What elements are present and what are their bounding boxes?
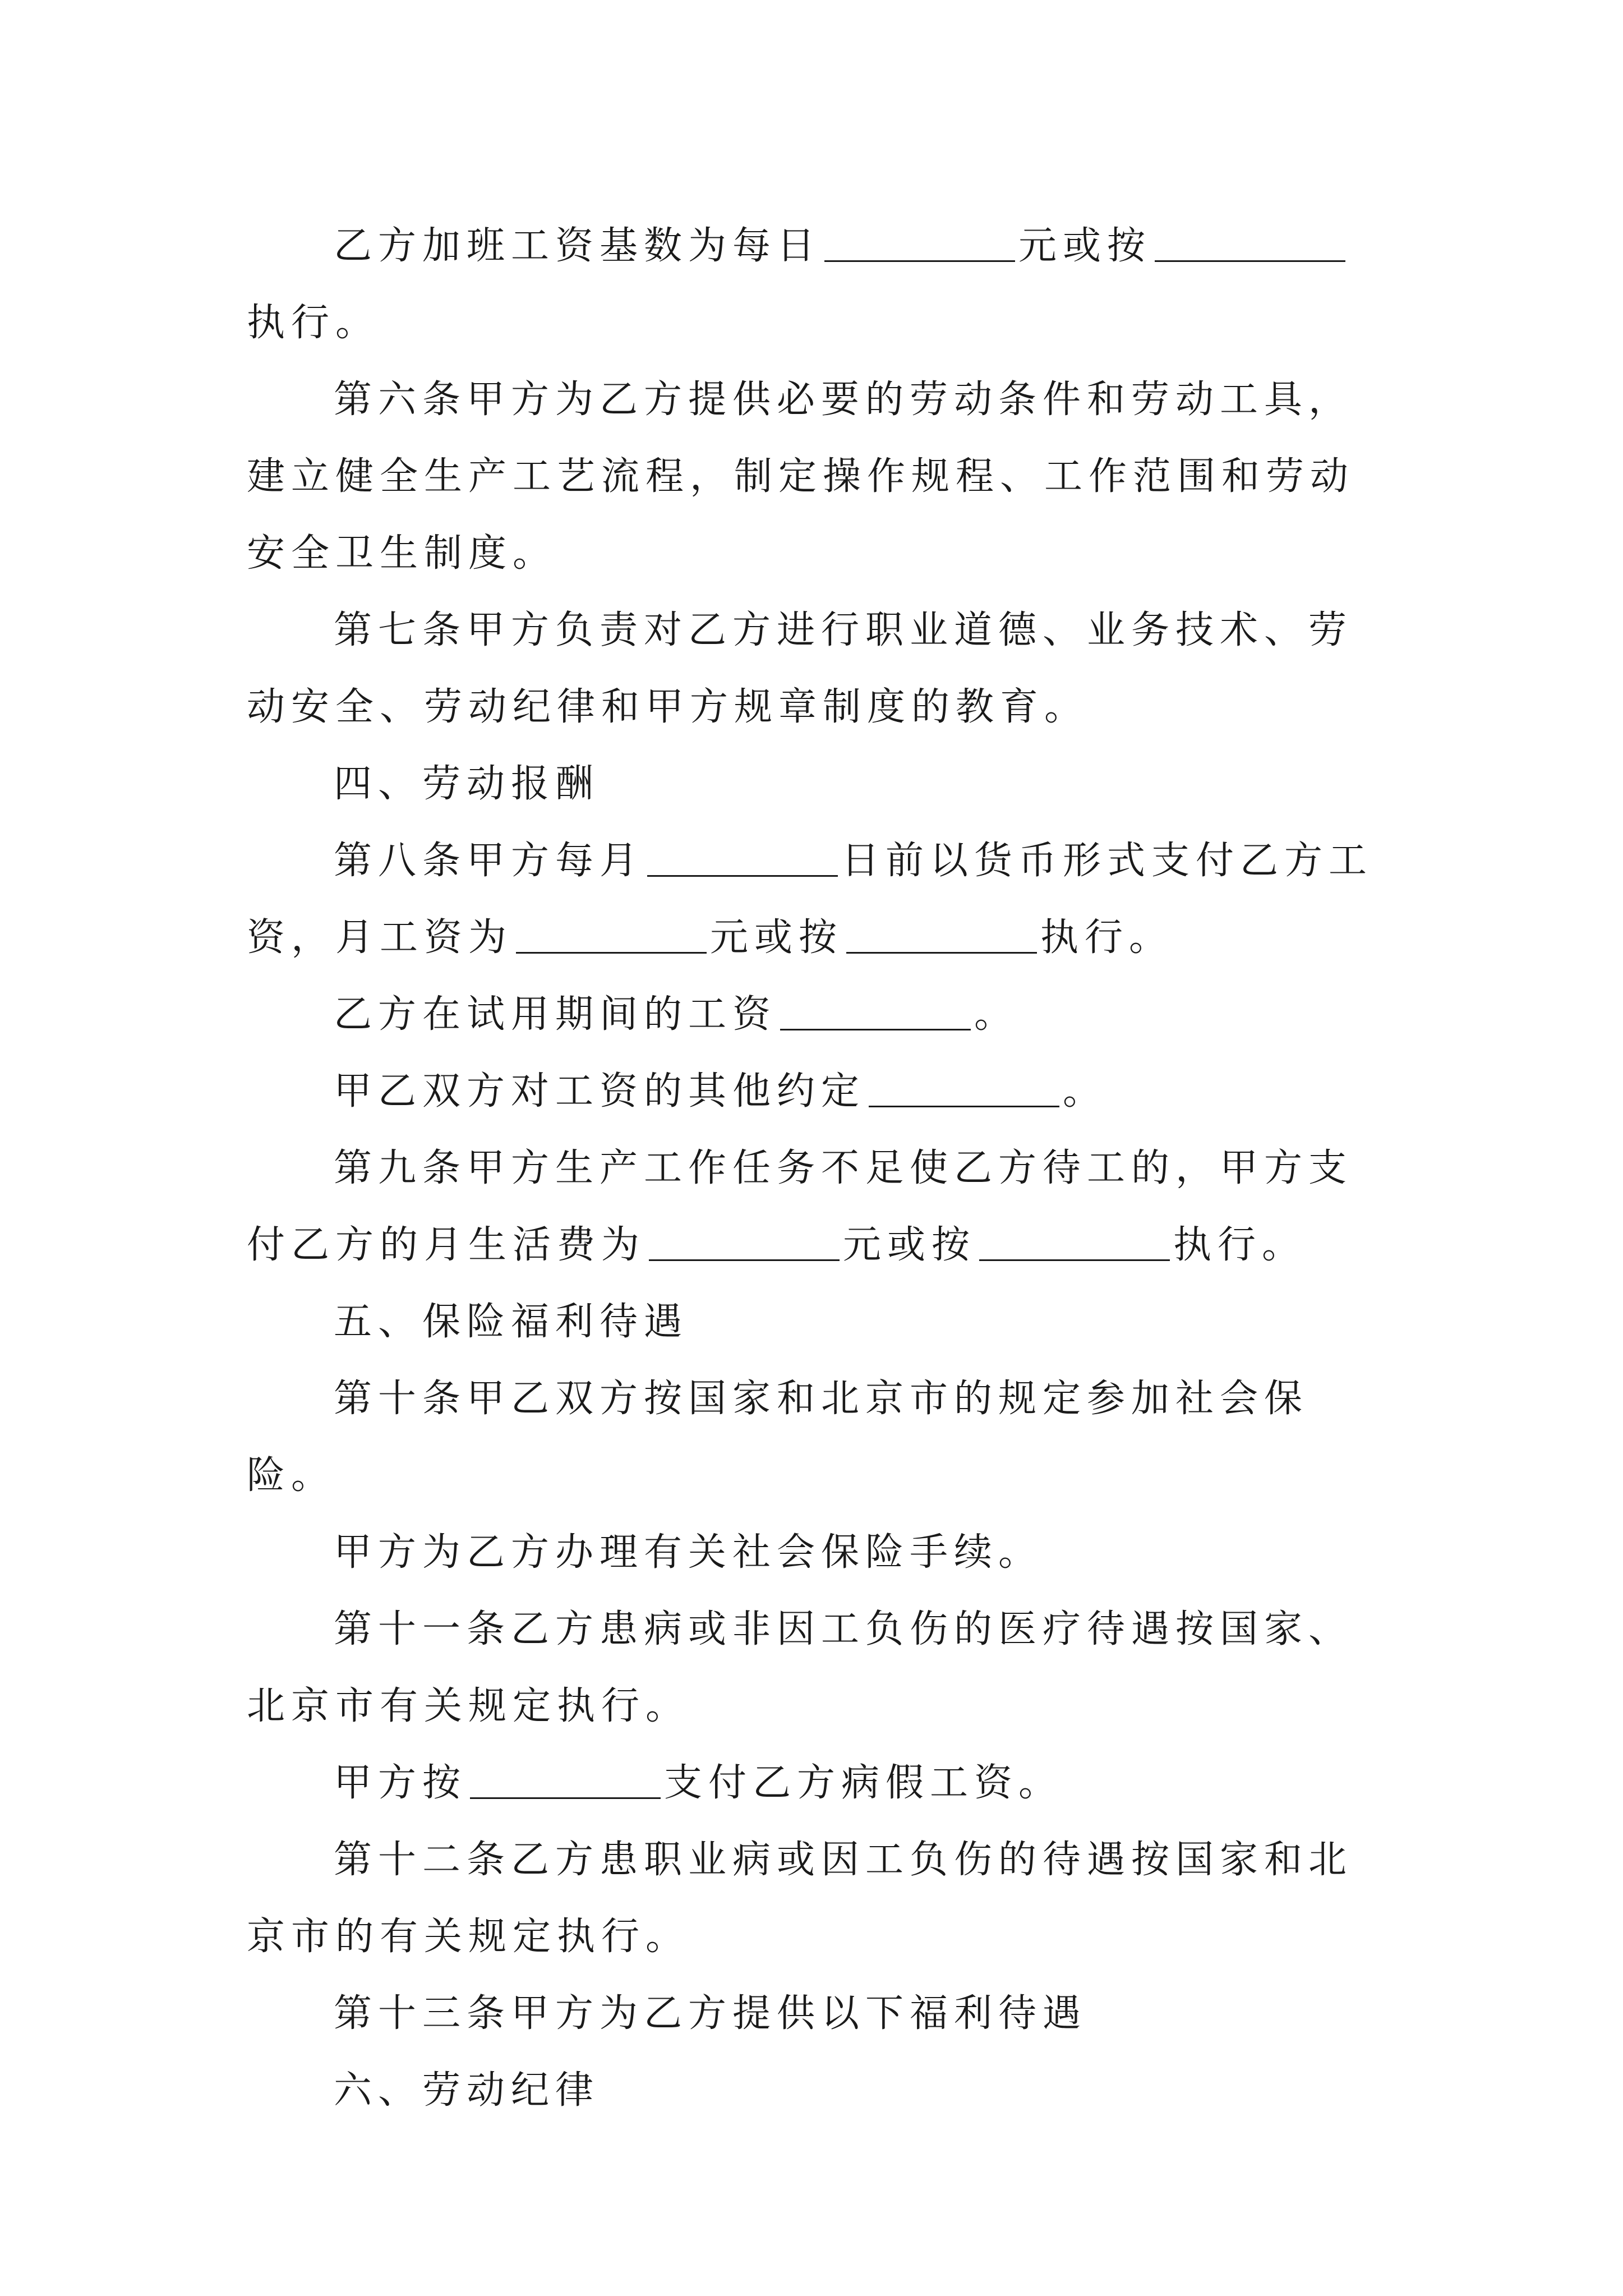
text-segment: 第七条甲方负责对乙方进行职业道德、业务技术、劳动安全、劳动纪律和甲方规章制度的教育。 <box>247 608 1353 729</box>
paragraph-probation-wage <box>247 976 1385 1053</box>
text-segment: 执行。 <box>1040 915 1174 960</box>
paragraph-article-10 <box>247 1360 1385 1514</box>
text-segment: 。 <box>974 992 1019 1037</box>
text-segment: 元或按 <box>1018 224 1152 268</box>
text-segment: 元或按 <box>710 915 843 960</box>
paragraph-article-8 <box>247 822 1385 976</box>
fill-in-blank <box>647 875 838 877</box>
document-body <box>247 208 1385 2129</box>
paragraph-insurance-procedures <box>247 1514 1385 1591</box>
text-segment: 日前以货币形式支付乙方工资，月工资为 <box>247 839 1373 960</box>
fill-in-blank <box>780 1028 971 1030</box>
paragraph-overtime-base <box>247 208 1385 361</box>
text-segment: 第六条甲方为乙方提供必要的劳动条件和劳动工具，建立健全生产工艺流程，制定操作规程、工作范围和劳动安全卫生制度。 <box>247 378 1355 576</box>
text-segment: 甲方按 <box>334 1761 467 1805</box>
paragraph-sick-leave-wage <box>247 1745 1385 1821</box>
text-segment: 五、保险福利待遇 <box>334 1300 689 1344</box>
text-segment: 甲方为乙方办理有关社会保险手续。 <box>334 1530 1043 1575</box>
fill-in-blank <box>869 1105 1059 1107</box>
text-segment: 支付乙方病假工资。 <box>664 1761 1063 1805</box>
fill-in-blank <box>979 1259 1170 1261</box>
paragraph-article-11 <box>247 1591 1385 1745</box>
fill-in-blank <box>470 1797 661 1799</box>
section-heading-insurance <box>247 1283 1385 1360</box>
text-segment: 第十一条乙方患病或非因工负伤的医疗待遇按国家、北京市有关规定执行。 <box>247 1607 1353 1728</box>
text-segment: 四、劳动报酬 <box>334 762 600 806</box>
paragraph-article-12 <box>247 1821 1385 1975</box>
text-segment: 乙方在试用期间的工资 <box>334 992 777 1037</box>
text-segment: 第八条甲方每月 <box>334 839 644 883</box>
fill-in-blank <box>846 951 1037 954</box>
paragraph-other-wage-terms <box>247 1053 1385 1130</box>
text-segment: 。 <box>1063 1069 1108 1114</box>
section-heading-discipline <box>247 2052 1385 2129</box>
text-segment: 六、劳动纪律 <box>334 2068 600 2113</box>
text-segment: 执行。 <box>247 301 380 345</box>
text-segment: 第十二条乙方患职业病或因工负伤的待遇按国家和北京市的有关规定执行。 <box>247 1838 1353 1959</box>
fill-in-blank <box>824 260 1015 262</box>
paragraph-article-7 <box>247 592 1385 746</box>
paragraph-article-9 <box>247 1130 1385 1283</box>
fill-in-blank <box>649 1259 840 1261</box>
text-segment: 第十三条甲方为乙方提供以下福利待遇 <box>334 1991 1087 2036</box>
fill-in-blank <box>516 951 707 954</box>
text-segment: 执行。 <box>1173 1223 1307 1267</box>
fill-in-blank <box>1155 260 1345 262</box>
text-segment: 第十条甲乙双方按国家和北京市的规定参加社会保险。 <box>247 1377 1309 1498</box>
text-segment: 第九条甲方生产工作任务不足使乙方待工的，甲方支付乙方的月生活费为 <box>247 1146 1353 1267</box>
paragraph-article-6 <box>247 361 1385 592</box>
paragraph-article-13 <box>247 1975 1385 2052</box>
text-segment: 乙方加班工资基数为每日 <box>334 224 822 268</box>
text-segment: 元或按 <box>843 1223 976 1267</box>
text-segment: 甲乙双方对工资的其他约定 <box>334 1069 866 1114</box>
section-heading-compensation <box>247 746 1385 822</box>
